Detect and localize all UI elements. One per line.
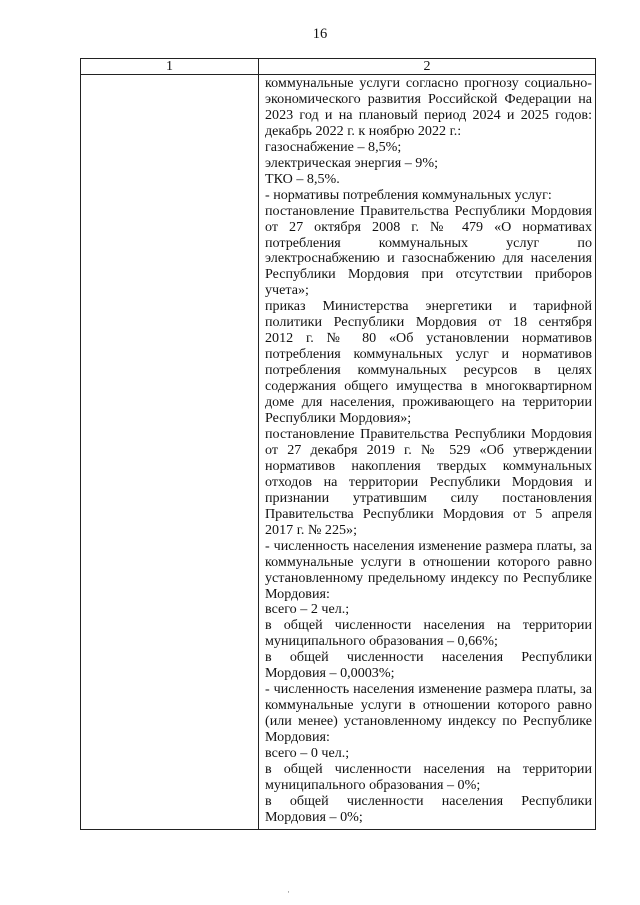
text-line: доме для населения, проживающего на территории (265, 395, 592, 411)
table-cell-column-1 (81, 75, 259, 830)
text-line: установленному предельному индексу по Республике (265, 570, 592, 586)
text-line: экономического развития Российской Федерации на (265, 91, 592, 107)
text-line: электрическая энергия – 9%; (265, 155, 439, 171)
text-line: Мордовия – 0%; (265, 809, 363, 825)
text-line: коммунальные услуги согласно прогнозу социально- (265, 76, 592, 91)
text-line: коммунальные услуги в отношении которого равно (265, 698, 592, 714)
text-line: приказ Министерства энергетики и тарифной (265, 299, 592, 315)
text-line: электроснабжению и газоснабжению для населения (265, 251, 592, 267)
column-header-1: 1 (81, 59, 259, 75)
text-line: ТКО – 8,5%. (265, 171, 340, 187)
text-line: - численность населения изменение размера платы, за (265, 682, 592, 698)
text-line: потребления коммунальных ресурсов в целях (265, 363, 592, 379)
text-line: Мордовия – 0,0003%; (265, 666, 395, 682)
scan-speck: · (287, 887, 290, 897)
text-line: декабрь 2022 г. к ноябрю 2022 г.: (265, 123, 462, 139)
text-line: - численность населения изменение размера платы, за (265, 538, 592, 554)
text-line: муниципального образования – 0,66%; (265, 634, 498, 650)
text-line: от 27 декабря 2019 г. № 529 «Об утверждении (265, 442, 592, 458)
text-line: Мордовия: (265, 586, 330, 602)
text-line: в общей численности населения Республики (265, 793, 592, 809)
document-table (80, 58, 596, 830)
text-line: признании утратившим силу постановления (265, 490, 592, 506)
text-line: нормативов накопления твердых коммунальных (265, 458, 592, 474)
text-line: от 27 октября 2008 г. № 479 «О нормативах (265, 219, 592, 235)
column-header-2: 2 (259, 59, 596, 75)
text-line: постановление Правительства Республики Мордовия (265, 203, 592, 219)
text-line: содержания общего имущества в многоквартирном (265, 379, 592, 395)
text-line: Мордовия: (265, 730, 330, 746)
text-line: газоснабжение – 8,5%; (265, 139, 402, 155)
text-line: 2023 год и на плановый период 2024 и 2025 годов: (265, 107, 592, 123)
text-line: - нормативы потребления коммунальных услуг: (265, 187, 552, 203)
text-line: Правительства Республики Мордовия от 5 апреля (265, 506, 592, 522)
page-number: 16 (312, 26, 328, 42)
text-line: потребления коммунальных услуг по (265, 235, 592, 251)
text-line: отходов на территории Республики Мордовия и (265, 474, 592, 490)
table-row (81, 75, 596, 830)
text-line: в общей численности населения на территории (265, 618, 592, 634)
text-line: Республики Мордовия при отсутствии приборов (265, 267, 592, 283)
table-cell-column-2 (259, 75, 596, 830)
text-line: постановление Правительства Республики Мордовия (265, 426, 592, 442)
text-line: (или менее) установленному индексу по Республике (265, 714, 592, 730)
table-header-row (81, 59, 596, 75)
text-line: в общей численности населения Республики (265, 650, 592, 666)
text-line: муниципального образования – 0%; (265, 777, 481, 793)
text-line: учета»; (265, 283, 309, 299)
text-line: политики Республики Мордовия от 18 сентября (265, 315, 592, 331)
text-line: всего – 2 чел.; (265, 602, 350, 618)
text-line: всего – 0 чел.; (265, 746, 350, 762)
text-line: коммунальные услуги в отношении которого равно (265, 554, 592, 570)
text-line: потребления коммунальных услуг и нормативов (265, 347, 592, 363)
text-line: в общей численности населения на территории (265, 761, 592, 777)
text-line: 2012 г. № 80 «Об установлении нормативов (265, 331, 592, 347)
text-line: 2017 г. № 225»; (265, 522, 358, 538)
text-line: Республики Мордовия»; (265, 411, 412, 427)
